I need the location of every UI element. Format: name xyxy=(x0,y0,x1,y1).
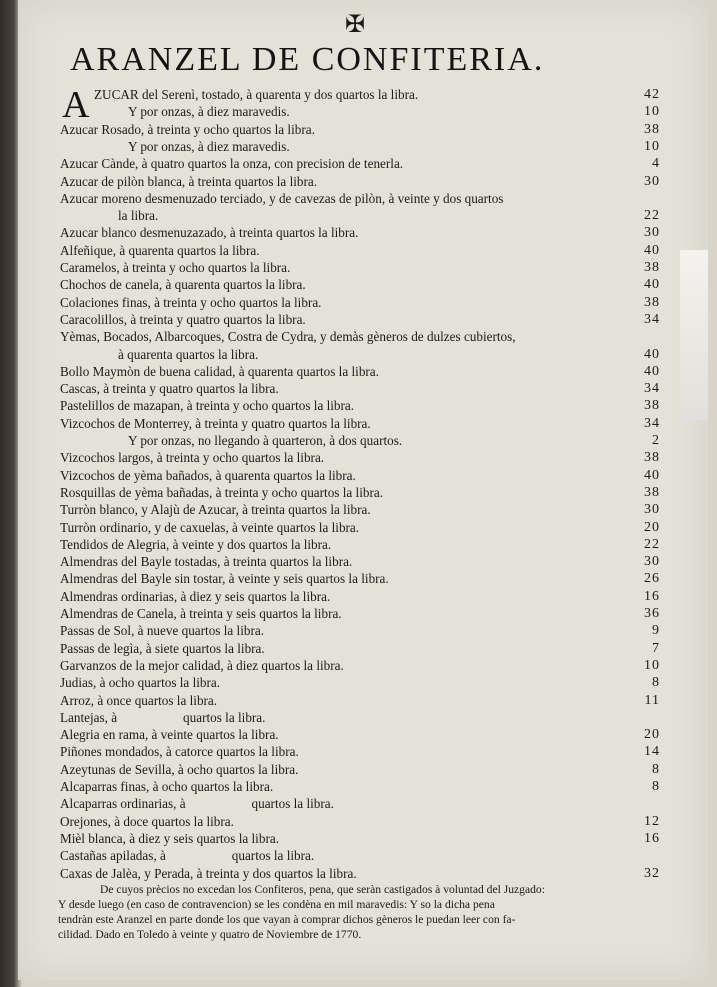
price-entry xyxy=(0,588,717,605)
entry-text: Vizcochos largos, à treinta y ocho quartos la libra. xyxy=(60,450,325,466)
entry-text: Tendidos de Alegria, à veinte y dos quartos la libra. xyxy=(60,536,332,552)
footer-text xyxy=(58,882,636,942)
entry-text: Azeytunas de Sevilla, à ocho quartos la libra. xyxy=(60,761,299,777)
price-entry xyxy=(0,432,717,449)
entry-price: 16 xyxy=(644,830,660,846)
price-entry xyxy=(0,553,717,570)
entry-price: 34 xyxy=(644,311,660,327)
price-entry xyxy=(0,847,717,864)
price-entry xyxy=(0,224,717,241)
entry-text: Almendras del Bayle sin tostar, à veinte y seis quartos la libra. xyxy=(60,571,389,587)
entry-text: ZUCAR del Serenì, tostado, à quarenta y dos quartos la libra. xyxy=(94,87,419,102)
price-entry xyxy=(0,138,717,155)
entry-price: 38 xyxy=(644,294,660,310)
entry-price: 2 xyxy=(652,433,660,448)
entry-text: Alcaparras finas, à ocho quartos la libra. xyxy=(60,779,274,794)
entry-price: 10 xyxy=(644,657,660,673)
entry-text: Y por onzas, à diez maravedis. xyxy=(128,138,290,154)
entry-text: Azucar Cànde, à quatro quartos la onza, con precision de tenerla. xyxy=(60,156,404,172)
price-entry xyxy=(0,536,717,553)
price-entry xyxy=(0,276,717,293)
entry-price: 9 xyxy=(652,623,660,639)
price-entry xyxy=(0,692,717,709)
entry-price: 14 xyxy=(644,744,660,760)
price-entry xyxy=(0,519,717,536)
price-entry xyxy=(0,674,717,691)
price-entry xyxy=(0,605,717,622)
price-entry xyxy=(0,709,717,726)
entry-price: 10 xyxy=(644,104,660,120)
entry-text: la libra. xyxy=(118,208,159,224)
price-entry xyxy=(0,795,717,812)
price-entry xyxy=(0,778,717,795)
entry-price: 40 xyxy=(644,346,660,362)
entry-text: Alfeñique, à quarenta quartos la libra. xyxy=(60,242,260,258)
price-entry xyxy=(0,346,717,363)
entry-text: Orejones, à doce quartos la libra. xyxy=(60,813,234,829)
entry-text: Garvanzos de la mejor calidad, à diez quartos la libra. xyxy=(60,657,344,673)
entry-price: 38 xyxy=(644,121,660,137)
entry-text: Judias, à ocho quartos la libra. xyxy=(60,675,221,691)
entry-price: 30 xyxy=(644,173,660,189)
price-entry xyxy=(0,501,717,518)
price-entry xyxy=(0,155,717,172)
price-entry xyxy=(0,173,717,190)
price-entry xyxy=(0,484,717,501)
footer-line: Y desde luego (en caso de contravencion) se les condèna en mil maravedis: Y so la dicha pena xyxy=(58,898,495,911)
entry-text: Azucar moreno desmenuzado terciado, y de cavezas de pilòn, à veinte y dos quartos xyxy=(60,190,504,206)
entry-text: Turròn blanco, y Alajù de Azucar, à treinta quartos la libra. xyxy=(60,502,371,518)
price-entry xyxy=(0,259,717,276)
price-entry xyxy=(0,380,717,397)
price-entry xyxy=(0,622,717,639)
entry-text: Passas de Sol, à nueve quartos la libra. xyxy=(60,623,264,639)
price-entry xyxy=(0,363,717,380)
price-entry xyxy=(0,813,717,830)
entry-price: 26 xyxy=(644,571,660,587)
price-entry xyxy=(0,190,717,207)
price-entry xyxy=(0,467,717,484)
entry-price: 30 xyxy=(644,554,660,570)
entry-price: 7 xyxy=(652,640,660,656)
entry-text: Vizcochos de yèma bañados, à quarenta quartos la libra. xyxy=(60,467,356,483)
entry-text: Colaciones finas, à treinta y ocho quartos la libra. xyxy=(60,294,322,310)
price-entry xyxy=(0,865,717,882)
entry-text: Mièl blanca, à diez y seis quartos la libra. xyxy=(60,830,279,846)
entry-price: 34 xyxy=(644,381,660,397)
entry-price: 4 xyxy=(652,156,660,172)
entry-text: Almendras de Canela, à treinta y seis quartos la libra. xyxy=(60,606,342,621)
entry-text: Vizcochos de Monterrey, à treinta y quatro quartos la libra. xyxy=(60,415,371,431)
entry-price: 38 xyxy=(644,398,660,414)
entry-price: 38 xyxy=(644,260,660,275)
entry-text: Azucar Rosado, à treinta y ocho quartos la libra. xyxy=(60,121,315,137)
entry-price: 40 xyxy=(644,277,660,293)
entry-price: 38 xyxy=(644,484,660,500)
price-entry xyxy=(0,570,717,587)
entry-text: Pastelillos de mazapan, à treinta y ocho quartos la libra. xyxy=(60,398,355,414)
price-entry xyxy=(0,397,717,414)
price-entry xyxy=(0,449,717,466)
entry-text: Piñones mondados, à catorce quartos la libra. xyxy=(60,744,299,760)
entry-price: 30 xyxy=(644,502,660,518)
entry-price: 8 xyxy=(652,761,660,777)
entry-text: Azucar blanco desmenuzazado, à treinta quartos la libra. xyxy=(60,225,359,241)
entry-text: Cascas, à treinta y quatro quartos la libra. xyxy=(60,381,279,397)
entry-text: Turròn ordinario, y de caxuelas, à veinte quartos la libra. xyxy=(60,519,360,535)
entry-text: Caramelos, à treinta y ocho quartos la libra. xyxy=(60,260,291,275)
entry-text: Caracolillos, à treinta y quatro quartos la libra. xyxy=(60,311,306,327)
entry-text: Azucar de pilòn blanca, à treinta quartos la libra. xyxy=(60,173,318,189)
price-entry xyxy=(0,657,717,674)
entry-price: 10 xyxy=(644,138,660,154)
footer-line: tendràn este Aranzel en parte donde los que vayan à comprar dichos gèneros le puedan leer con fa- xyxy=(58,913,516,926)
entry-text: Yèmas, Bocados, Albarcoques, Costra de Cydra, y demàs gèneros de dulzes cubiertos, xyxy=(60,329,516,345)
price-entry xyxy=(0,726,717,743)
entry-price: 40 xyxy=(644,242,660,258)
entry-text: Rosquillas de yèma bañadas, à treinta y ocho quartos la libra. xyxy=(60,484,383,500)
entry-text: Lantejas, à quartos la libra. xyxy=(60,709,266,725)
entry-text: Chochos de canela, à quarenta quartos la libra. xyxy=(60,277,306,293)
entry-text: Passas de legìa, à siete quartos la libra. xyxy=(60,640,265,656)
price-entry xyxy=(0,242,717,259)
entry-price: 16 xyxy=(644,588,660,604)
entry-price: 34 xyxy=(644,415,660,431)
footer-line: De cuyos prècios no excedan los Confiteros, pena, que seràn castigados à voluntad del Juzgado: xyxy=(100,883,545,896)
entry-price: 20 xyxy=(644,727,660,743)
document-title: ARANZEL DE CONFITERIA. xyxy=(70,41,545,78)
footer-line: cilidad. Dado en Toledo à veinte y quatro de Noviembre de 1770. xyxy=(58,928,362,941)
entry-text: Castañas apiladas, à quartos la libra. xyxy=(60,848,315,864)
cross-ornament-icon: ✠ xyxy=(344,12,366,38)
entry-price: 36 xyxy=(644,606,660,621)
price-entry xyxy=(0,294,717,311)
price-entry xyxy=(0,830,717,847)
price-entry xyxy=(0,207,717,224)
entry-price: 40 xyxy=(644,467,660,483)
entry-price: 12 xyxy=(644,813,660,829)
entry-price: 42 xyxy=(644,87,660,102)
entry-text: Alcaparras ordinarias, à quartos la libra. xyxy=(60,796,334,812)
price-entry xyxy=(0,328,717,345)
entry-price: 30 xyxy=(644,225,660,241)
entry-price: 22 xyxy=(644,536,660,552)
entry-price: 8 xyxy=(652,675,660,691)
entry-price: 40 xyxy=(644,363,660,379)
price-entry xyxy=(0,311,717,328)
drop-cap: A xyxy=(62,84,90,126)
price-entry xyxy=(0,86,717,103)
price-entry xyxy=(0,121,717,138)
entry-text: Caxas de Jalèa, y Perada, à treinta y dos quartos la libra. xyxy=(60,865,357,881)
entry-text: à quarenta quartos la libra. xyxy=(118,346,259,362)
price-entry xyxy=(0,640,717,657)
entry-price: 32 xyxy=(644,865,660,881)
entry-text: Y por onzas, no llegando à quarteron, à dos quartos. xyxy=(128,433,403,448)
price-entry xyxy=(0,761,717,778)
entry-price: 22 xyxy=(644,208,660,224)
entry-text: Alegria en rama, à veinte quartos la libra. xyxy=(60,727,279,743)
entry-text: Bollo Maymòn de buena calidad, à quarenta quartos la libra. xyxy=(60,363,379,379)
entry-text: Almendras ordinarias, à diez y seis quartos la libra. xyxy=(60,588,331,604)
entry-text: Almendras del Bayle tostadas, à treinta quartos la libra. xyxy=(60,554,353,570)
price-entry xyxy=(0,415,717,432)
price-entry xyxy=(0,743,717,760)
entry-price: 11 xyxy=(644,692,660,708)
entry-price: 38 xyxy=(644,450,660,466)
price-entry xyxy=(0,103,717,120)
entry-price: 20 xyxy=(644,519,660,535)
entry-price: 8 xyxy=(652,779,660,794)
entry-text: Y por onzas, à diez maravedis. xyxy=(128,104,290,120)
entry-text: Arroz, à once quartos la libra. xyxy=(60,692,218,708)
